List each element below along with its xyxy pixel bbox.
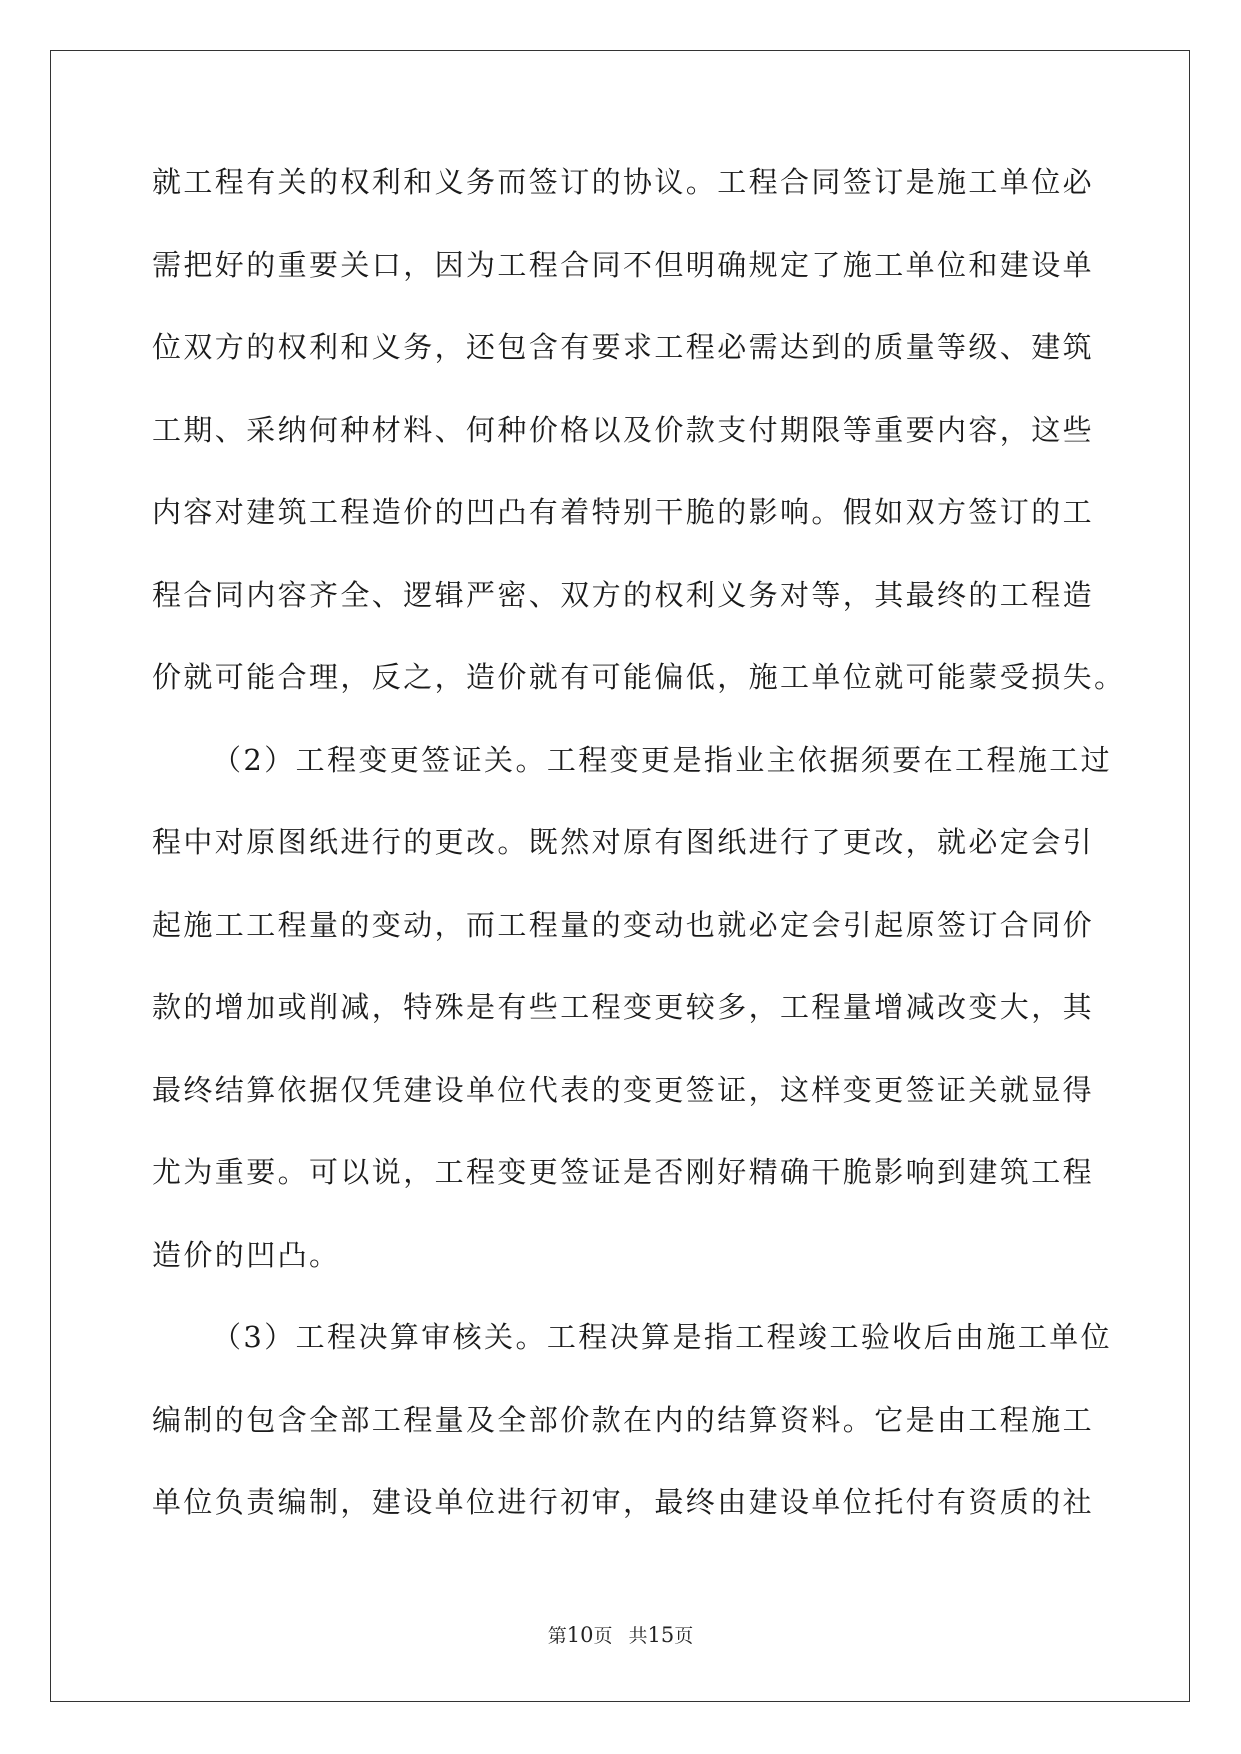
total-suffix: 页 (674, 1625, 694, 1647)
text-line: 程合同内容齐全、逻辑严密、双方的权利义务对等，其最终的工程造 (152, 577, 1095, 612)
text-line: 编制的包含全部工程量及全部价款在内的结算资料。它是由工程施工 (152, 1402, 1095, 1437)
text-line: 造价的凹凸。 (152, 1237, 341, 1272)
paragraph-3-first-line: （3）工程决算审核关。工程决算是指工程竣工验收后由施工单位 (212, 1320, 1113, 1354)
page-prefix: 第 (547, 1625, 567, 1647)
total-page-number: 15 (647, 1623, 675, 1647)
text-line: 款的增加或削减，特殊是有些工程变更较多，工程量增减改变大，其 (152, 990, 1095, 1024)
text-line: 位双方的权利和义务，还包含有要求工程必需达到的质量等级、建筑 (152, 330, 1095, 364)
page-suffix: 页 (593, 1625, 613, 1647)
text-line: 单位负责编制，建设单位进行初审，最终由建设单位托付有资质的社 (152, 1485, 1095, 1519)
total-prefix: 共 (628, 1625, 648, 1647)
text-line: 尤为重要。可以说，工程变更签证是否刚好精确干脆影响到建筑工程 (152, 1155, 1095, 1189)
text-line: 起施工工程量的变动，而工程量的变动也就必定会引起原签订合同价 (152, 907, 1095, 942)
text-line: 工期、采纳何种材料、何种价格以及价款支付期限等重要内容，这些 (152, 412, 1095, 447)
text-line: 价就可能合理，反之，造价就有可能偏低，施工单位就可能蒙受损失。 (152, 660, 1126, 694)
text-line: 内容对建筑工程造价的凹凸有着特别干脆的影响。假如双方签订的工 (152, 495, 1095, 529)
document-body (152, 162, 1126, 1565)
paragraph-2-first-line: （2）工程变更签证关。工程变更是指业主依据须要在工程施工过 (212, 742, 1113, 777)
text-line: 程中对原图纸进行的更改。既然对原有图纸进行了更改，就必定会引 (152, 825, 1095, 859)
text-line: 最终结算依据仅凭建设单位代表的变更签证，这样变更签证关就显得 (152, 1072, 1095, 1107)
page-footer (0, 1621, 1241, 1648)
current-page-number: 10 (566, 1623, 594, 1647)
text-line: 需把好的重要关口，因为工程合同不但明确规定了施工单位和建设单 (152, 247, 1095, 282)
text-line: 就工程有关的权利和义务而签订的协议。工程合同签订是施工单位必 (152, 165, 1095, 199)
